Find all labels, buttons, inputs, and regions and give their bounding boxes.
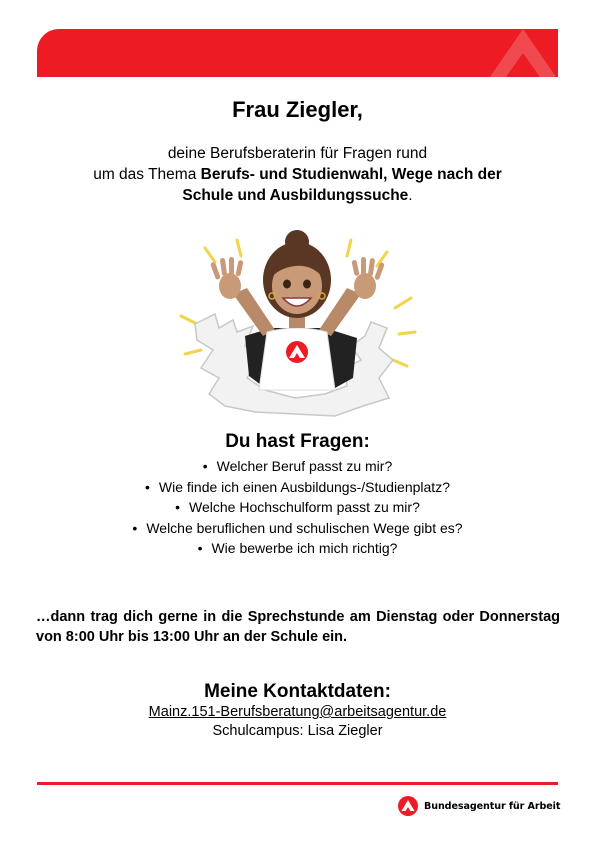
intro-line-3 bbox=[40, 185, 555, 206]
intro-line-2 bbox=[40, 164, 555, 185]
intro-line-2-prefix: um das Thema bbox=[93, 166, 201, 183]
call-to-action-text: …dann trag dich gerne in die Sprechstunde am Dienstag oder Donnerstag von 8:00 Uhr bis 13:00 Uhr an der Schule ein. bbox=[36, 609, 560, 645]
logo-text: Bundesagentur für Arbeit bbox=[424, 800, 561, 812]
footer-divider bbox=[37, 782, 558, 785]
intro-line-2-bold: Berufs- und Studienwahl, Wege nach der bbox=[200, 166, 502, 183]
intro-line-3-suffix: . bbox=[408, 187, 413, 204]
ba-logo-watermark-icon bbox=[428, 29, 558, 77]
intro-text bbox=[40, 143, 555, 206]
list-item: • Welche beruflichen und schulischen Wege gibt es? bbox=[0, 518, 595, 539]
email-link[interactable]: Mainz.151-Berufsberatung@arbeitsagentur.de bbox=[148, 704, 447, 720]
intro-line-3-bold: Schule und Ausbildungssuche bbox=[182, 187, 409, 204]
contact-heading: Meine Kontaktdaten: bbox=[204, 681, 391, 702]
questions-heading: Du hast Fragen: bbox=[225, 431, 370, 452]
page-title: Frau Ziegler, bbox=[232, 97, 363, 122]
footer-logo bbox=[398, 796, 560, 816]
ba-logo-icon bbox=[398, 796, 418, 816]
intro-line-1: deine Berufsberaterin für Fragen rund bbox=[167, 145, 428, 162]
avatar-breaking-through-paper-icon bbox=[175, 228, 420, 418]
list-item: • Welcher Beruf passt zu mir? bbox=[0, 456, 595, 477]
questions-list bbox=[0, 456, 595, 559]
list-item: • Wie bewerbe ich mich richtig? bbox=[0, 538, 595, 559]
list-item: • Welche Hochschulform passt zu mir? bbox=[0, 497, 595, 518]
header-banner bbox=[37, 29, 558, 77]
location-text: Schulcampus: Lisa Ziegler bbox=[212, 723, 383, 739]
list-item: • Wie finde ich einen Ausbildungs-/Studienplatz? bbox=[0, 477, 595, 498]
email-row bbox=[0, 704, 595, 720]
